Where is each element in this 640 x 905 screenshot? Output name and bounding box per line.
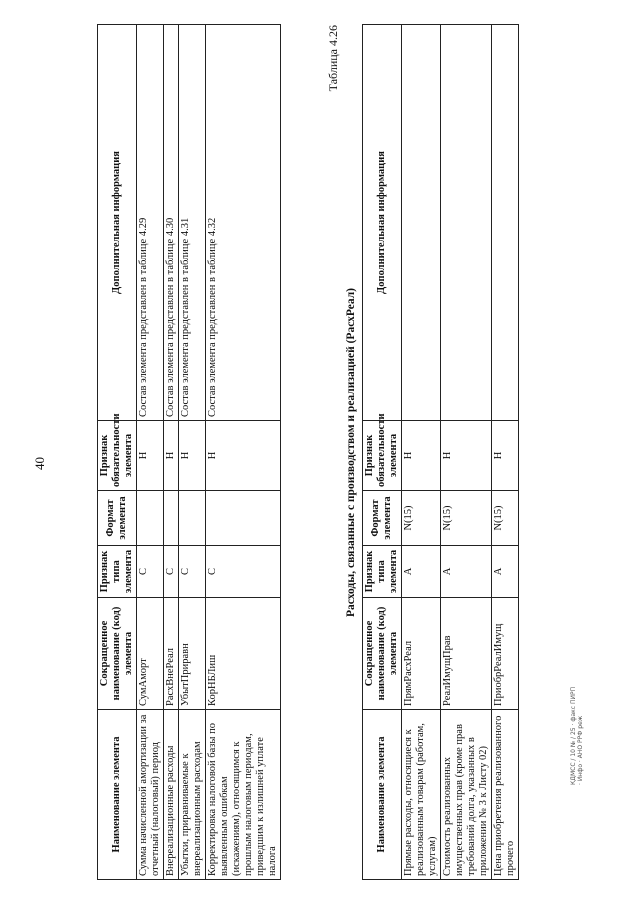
cell-name: Убытки, приравниваемые к внереализационным расходам	[179, 710, 206, 880]
cell-required: Н	[441, 421, 492, 491]
header-required: Признак обязательности элемента	[98, 421, 137, 491]
cell-info	[441, 25, 492, 421]
table-label: Таблица 4.26	[326, 25, 340, 92]
cell-type: С	[206, 546, 281, 598]
header-info: Дополнительная информация	[363, 25, 402, 421]
cell-info: Состав элемента представлен в таблице 4.32	[206, 25, 281, 421]
cell-format: N(15)	[441, 491, 492, 546]
cell-format	[179, 491, 206, 546]
cell-type: С	[179, 546, 206, 598]
cell-code: РеалИмущПрав	[441, 598, 492, 710]
table-row	[492, 25, 519, 880]
table-4-26	[362, 24, 519, 880]
cell-type: С	[137, 546, 164, 598]
cell-type: А	[492, 546, 519, 598]
cell-format: N(15)	[492, 491, 519, 546]
cell-format	[164, 491, 179, 546]
cell-required: Н	[137, 421, 164, 491]
cell-format	[206, 491, 281, 546]
cell-name: Сумма начисленной амортизации за отчетный (налоговый) период	[137, 710, 164, 880]
cell-info	[492, 25, 519, 421]
cell-info: Состав элемента представлен в таблице 4.29	[137, 25, 164, 421]
cell-info: Состав элемента представлен в таблице 4.30	[164, 25, 179, 421]
header-code: Сокращенное наименование (код) элемента	[363, 598, 402, 710]
table2-header-row	[363, 25, 402, 880]
header-code: Сокращенное наименование (код) элемента	[98, 598, 137, 710]
table-row	[441, 25, 492, 880]
cell-name: Цена приобретения реализованного прочего	[492, 710, 519, 880]
cell-info	[402, 25, 441, 421]
table-row	[137, 25, 164, 880]
cell-name: Корректировка налоговой базы по выявленным ошибкам (искажениям), относящимся к прошлым налоговым периодам, приведшим к излишней уплате налога	[206, 710, 281, 880]
table-row	[179, 25, 206, 880]
header-name: Наименование элемента	[363, 710, 402, 880]
cell-type: А	[402, 546, 441, 598]
cell-format	[137, 491, 164, 546]
cell-name: Прямые расходы, относящиеся к реализованным товарам (работам, услугам)	[402, 710, 441, 880]
table-row	[402, 25, 441, 880]
cell-required: Н	[492, 421, 519, 491]
cell-required: Н	[402, 421, 441, 491]
table1-header-row	[98, 25, 137, 880]
page-number: 40	[32, 457, 47, 470]
cell-type: С	[164, 546, 179, 598]
cell-name: Внереализационные расходы	[164, 710, 179, 880]
cell-name: Стоимость реализованных имущественных прав (кроме прав требований долга, указанных в приложении № 3 к Листу 02)	[441, 710, 492, 880]
header-format: Формат элемента	[363, 491, 402, 546]
cell-code: РасхВнеРеал	[164, 598, 179, 710]
table-continued	[97, 24, 281, 880]
cell-code: КорНБЛиш	[206, 598, 281, 710]
cell-required: Н	[206, 421, 281, 491]
cell-required: Н	[179, 421, 206, 491]
header-name: Наименование элемента	[98, 710, 137, 880]
cell-code: ПрямРасхРеал	[402, 598, 441, 710]
header-type: Признак типа элемента	[98, 546, 137, 598]
cell-code: СумАморт	[137, 598, 164, 710]
table-row	[206, 25, 281, 880]
table-row	[164, 25, 179, 880]
header-type: Признак типа элемента	[363, 546, 402, 598]
cell-code: УбытПриравн	[179, 598, 206, 710]
header-info: Дополнительная информация	[98, 25, 137, 421]
cell-info: Состав элемента представлен в таблице 4.31	[179, 25, 206, 421]
table-heading: Расходы, связанные с производством и реализацией (РасхРеал)	[345, 287, 357, 618]
cell-format: N(15)	[402, 491, 441, 546]
cell-code: ПриобрРеалИмущ	[492, 598, 519, 710]
header-format: Формат элемента	[98, 491, 137, 546]
cell-type: А	[441, 546, 492, 598]
scan-stamp: КДМСС / 10 № / 25 · факс ПИРП · Инфо · АНО РРФ реж	[570, 686, 584, 785]
cell-required: Н	[164, 421, 179, 491]
header-required: Признак обязательности элемента	[363, 421, 402, 491]
